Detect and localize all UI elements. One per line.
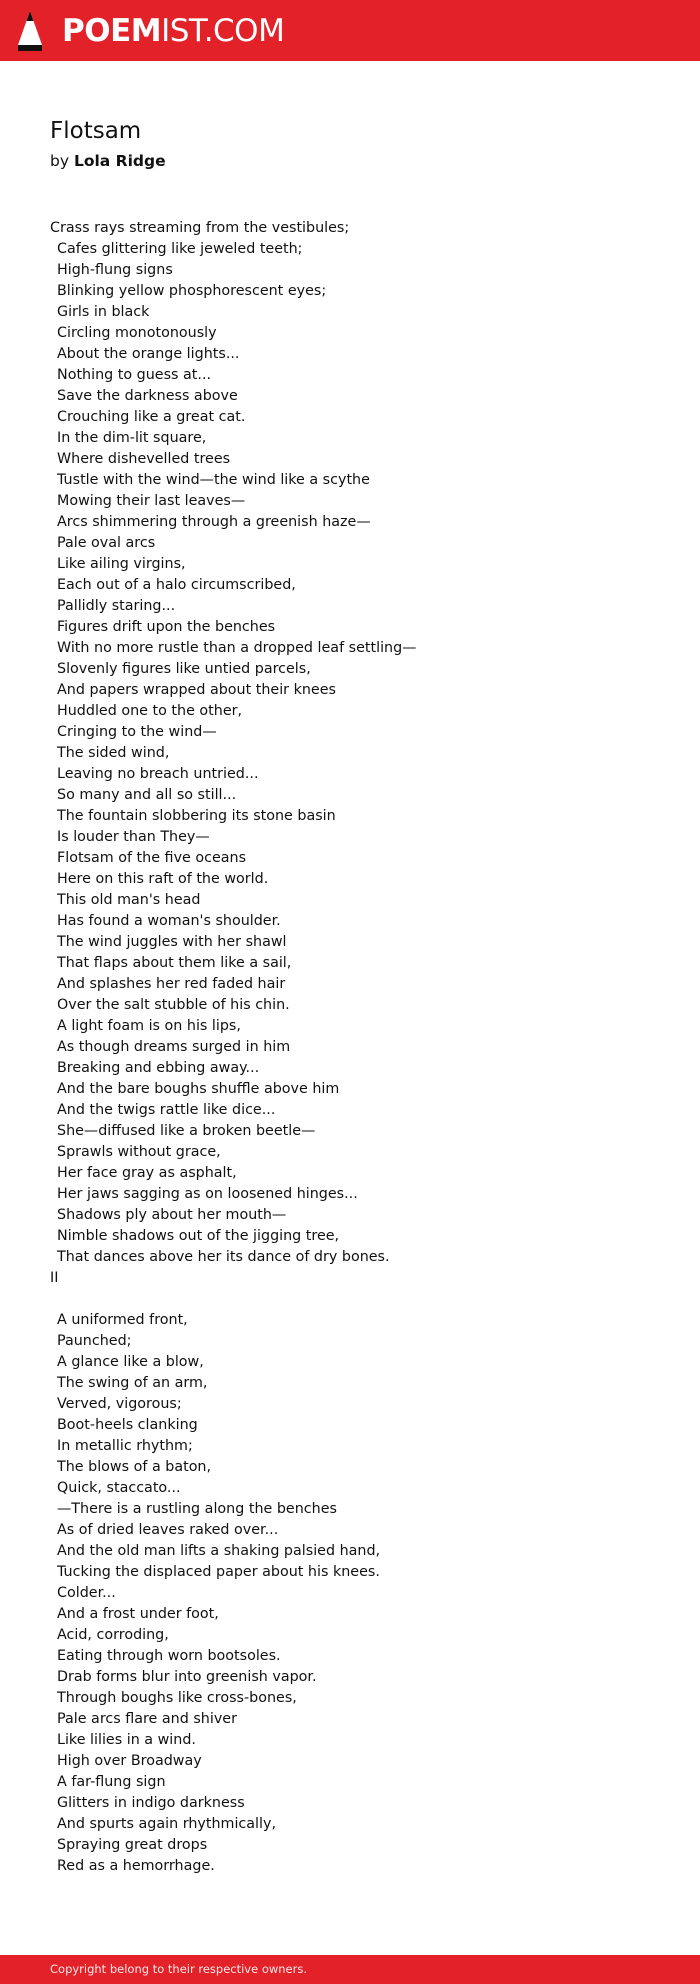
poem-header bbox=[50, 113, 670, 173]
poem-line: And the bare boughs shuffle above him bbox=[57, 1081, 340, 1097]
poem-line: Nimble shadows out of the jigging tree, bbox=[57, 1228, 340, 1244]
logo-text-light: IST.COM bbox=[161, 13, 285, 49]
pencil-logo-icon[interactable] bbox=[18, 11, 42, 51]
poem-line: Like lilies in a wind. bbox=[57, 1732, 196, 1748]
poem-line: A glance like a blow, bbox=[57, 1354, 204, 1370]
site-footer bbox=[0, 1955, 700, 1984]
poem-line: Figures drift upon the benches bbox=[57, 619, 276, 635]
poem-line: Her jaws sagging as on loosened hinges... bbox=[57, 1186, 358, 1202]
poem-line: Colder... bbox=[57, 1585, 116, 1601]
poem-line: Quick, staccato... bbox=[57, 1480, 181, 1496]
poem-line: Acid, corroding, bbox=[57, 1627, 169, 1643]
poem-line: Slovenly figures like untied parcels, bbox=[57, 661, 311, 677]
poem-line: About the orange lights... bbox=[57, 346, 240, 362]
poem-line: The sided wind, bbox=[57, 745, 170, 761]
site-header bbox=[0, 0, 700, 61]
poem-line: And a frost under foot, bbox=[57, 1606, 219, 1622]
poem-line: Drab forms blur into greenish vapor. bbox=[57, 1669, 317, 1685]
poem-line: In the dim-lit square, bbox=[57, 430, 207, 446]
poem-line: Through boughs like cross-bones, bbox=[57, 1690, 297, 1706]
poem-line: In metallic rhythm; bbox=[57, 1438, 193, 1454]
poem-line: Has found a woman's shoulder. bbox=[57, 913, 281, 929]
section-heading: II bbox=[50, 1270, 59, 1286]
poem-line: Eating through worn bootsoles. bbox=[57, 1648, 281, 1664]
poem-line: Sprawls without grace, bbox=[57, 1144, 221, 1160]
poem-line: And splashes her red faded hair bbox=[57, 976, 286, 992]
poem-line: Flotsam of the five oceans bbox=[57, 850, 247, 866]
poem-line: Over the salt stubble of his chin. bbox=[57, 997, 290, 1013]
poem-line: And spurts again rhythmically, bbox=[57, 1816, 276, 1832]
poem-line: She—diffused like a broken beetle— bbox=[57, 1123, 316, 1139]
poem-line: Pallidly staring... bbox=[57, 598, 176, 614]
poem-title: Flotsam bbox=[50, 118, 142, 144]
poem-line: A far-flung sign bbox=[57, 1774, 166, 1790]
poem-line: Arcs shimmering through a greenish haze— bbox=[57, 514, 371, 530]
poem-line: Save the darkness above bbox=[57, 388, 238, 404]
poem-line: The blows of a baton, bbox=[57, 1459, 212, 1475]
stanza-break bbox=[50, 1289, 670, 1310]
poem-line: As though dreams surged in him bbox=[57, 1039, 291, 1055]
poem-line: And papers wrapped about their knees bbox=[57, 682, 336, 698]
poem-line: As of dried leaves raked over... bbox=[57, 1522, 279, 1538]
poem-line: With no more rustle than a dropped leaf settling— bbox=[57, 640, 417, 656]
poem-line: A uniformed front, bbox=[57, 1312, 188, 1328]
poem-line: Mowing their last leaves— bbox=[57, 493, 246, 509]
poem-line: Red as a hemorrhage. bbox=[57, 1858, 215, 1874]
poem-line: Crass rays streaming from the vestibules; bbox=[50, 220, 350, 236]
poem-line: Girls in black bbox=[57, 304, 150, 320]
poem-line: That flaps about them like a sail, bbox=[57, 955, 292, 971]
poem-line: A light foam is on his lips, bbox=[57, 1018, 241, 1034]
logo-text-bold: POEM bbox=[62, 13, 162, 49]
poem-line: Cafes glittering like jeweled teeth; bbox=[57, 241, 303, 257]
poem-line: Where dishevelled trees bbox=[57, 451, 231, 467]
poem-line: Each out of a halo circumscribed, bbox=[57, 577, 296, 593]
poem-line: Verved, vigorous; bbox=[57, 1396, 182, 1412]
poem-line: Breaking and ebbing away... bbox=[57, 1060, 260, 1076]
poem-line: Leaving no breach untried... bbox=[57, 766, 259, 782]
poem-line: Is louder than They— bbox=[57, 829, 210, 845]
by-label: by bbox=[50, 152, 70, 170]
poem-line: The swing of an arm, bbox=[57, 1375, 208, 1391]
copyright-text: Copyright belong to their respective owners. bbox=[50, 1962, 308, 1976]
poem-line: That dances above her its dance of dry bones. bbox=[57, 1249, 390, 1265]
poem-line: Circling monotonously bbox=[57, 325, 217, 341]
poem-line: And the twigs rattle like dice... bbox=[57, 1102, 276, 1118]
poem-line: Pale oval arcs bbox=[57, 535, 156, 551]
poem-line: Tucking the displaced paper about his knees. bbox=[57, 1564, 380, 1580]
poem-line: Blinking yellow phosphorescent eyes; bbox=[57, 283, 327, 299]
poem-line: Cringing to the wind— bbox=[57, 724, 217, 740]
poem-line: This old man's head bbox=[57, 892, 201, 908]
poem-body bbox=[50, 218, 670, 1877]
poem-line: Glitters in indigo darkness bbox=[57, 1795, 245, 1811]
poem-line: Nothing to guess at... bbox=[57, 367, 212, 383]
poem-line: Shadows ply about her mouth— bbox=[57, 1207, 287, 1223]
poem-line: Paunched; bbox=[57, 1333, 132, 1349]
poem-line: The fountain slobbering its stone basin bbox=[57, 808, 336, 824]
poem-line: Crouching like a great cat. bbox=[57, 409, 246, 425]
poem-line: Pale arcs flare and shiver bbox=[57, 1711, 237, 1727]
poem-line: High-flung signs bbox=[57, 262, 173, 278]
poem-line: —There is a rustling along the benches bbox=[57, 1501, 337, 1517]
poem-line: And the old man lifts a shaking palsied hand, bbox=[57, 1543, 381, 1559]
poem-line: Her face gray as asphalt, bbox=[57, 1165, 237, 1181]
site-logo[interactable] bbox=[62, 11, 284, 51]
poem-line: Huddled one to the other, bbox=[57, 703, 243, 719]
poem-byline bbox=[50, 149, 670, 173]
poem-line: So many and all so still... bbox=[57, 787, 237, 803]
poem-line: The wind juggles with her shawl bbox=[57, 934, 287, 950]
poem-line: Boot-heels clanking bbox=[57, 1417, 198, 1433]
poem-line: High over Broadway bbox=[57, 1753, 202, 1769]
author-link[interactable]: Lola Ridge bbox=[73, 152, 166, 170]
poem-line: Here on this raft of the world. bbox=[57, 871, 269, 887]
poem-line: Tustle with the wind—the wind like a scythe bbox=[57, 472, 370, 488]
poem-line: Like ailing virgins, bbox=[57, 556, 186, 572]
poem-line: Spraying great drops bbox=[57, 1837, 208, 1853]
